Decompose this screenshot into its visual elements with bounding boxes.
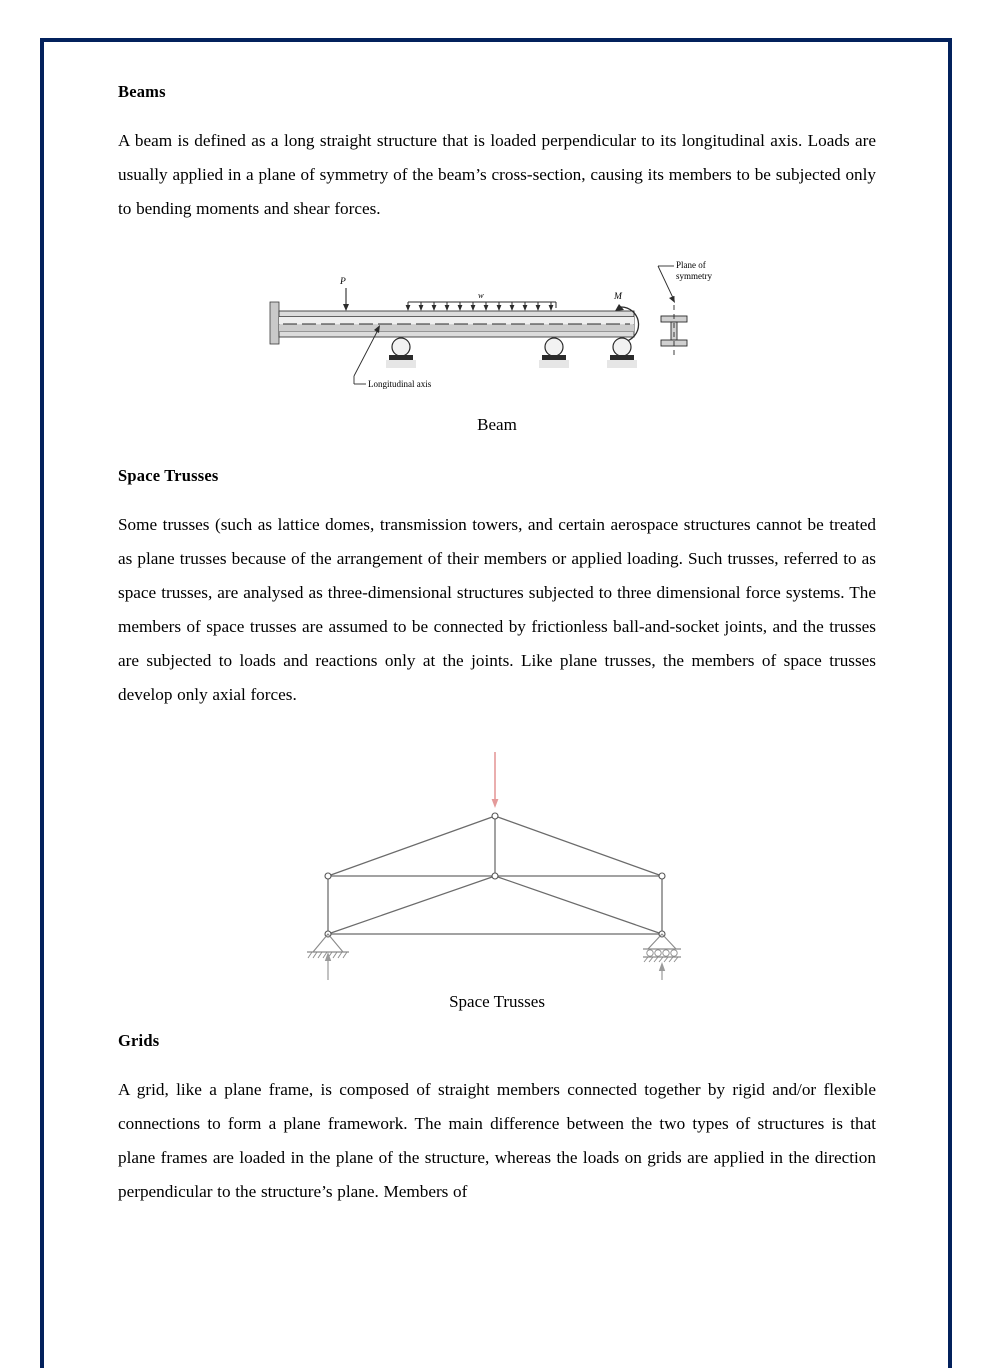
figure-caption-space-trusses: Space Trusses (449, 991, 545, 1011)
truss-reaction-left (325, 952, 331, 980)
beam-label-plane-of-symmetry-2: symmetry (676, 270, 712, 281)
beam-fixed-wall (270, 302, 279, 344)
figure-space-trusses (118, 746, 876, 1013)
paragraph-grids: A grid, like a plane frame, is composed of straight members connected together by rigid and/or flexible connections to form a plane framework. The main difference between the two types of structures is that plane frames are loaded in the plane of the structure, whereas the loads on grids are applied in the direction perpendicular to the structure’s plane. Members of (118, 1079, 876, 1201)
truss-diagram (297, 746, 697, 981)
heading-grids: Grids (118, 1030, 160, 1050)
beam-diagram (262, 254, 732, 404)
beam-plane-of-symmetry-leader (658, 266, 675, 303)
truss-load-arrow (492, 752, 499, 808)
truss-support-roller (643, 934, 681, 962)
beam-label-longitudinal-axis: Longitudinal axis (368, 378, 432, 389)
figure-beam (118, 254, 876, 436)
document-content (118, 82, 876, 1209)
beam-label-P: P (340, 276, 346, 287)
paragraph-beams: A beam is defined as a long straight structure that is loaded perpendicular to its longitudinal axis. Loads are usually applied in a plane of symmetry of the beam’s cross-section, causing its members to be subjected only to bending moments and shear forces. (118, 130, 876, 218)
beam-label-w: w (478, 289, 484, 300)
beam-support-3 (607, 338, 637, 368)
paragraph-space-trusses: Some trusses (such as lattice domes, transmission towers, and certain aerospace structures cannot be treated as plane trusses because of the arrangement of their members or applied loading. Such trusses, referred to as space trusses, are analysed as three-dimensional structures subjected to three dimensional force systems. The members of space trusses are assumed to be connected by frictionless ball-and-socket joints, and the trusses are subjected to loads and reactions only at the joints. Like plane trusses, the members of space trusses develop only axial forces. (118, 514, 876, 704)
heading-beams: Beams (118, 82, 166, 101)
beam-support-1 (386, 338, 416, 368)
beam-support-2 (539, 338, 569, 368)
heading-space-trusses: Space Trusses (118, 465, 219, 485)
beam-distributed-load (406, 302, 556, 311)
beam-point-load (343, 288, 349, 311)
figure-caption-beam: Beam (477, 414, 517, 434)
beam-cross-section (661, 296, 687, 358)
truss-reaction-right (659, 962, 665, 980)
beam-label-plane-of-symmetry-1: Plane of (676, 259, 706, 270)
beam-label-M: M (614, 291, 622, 302)
